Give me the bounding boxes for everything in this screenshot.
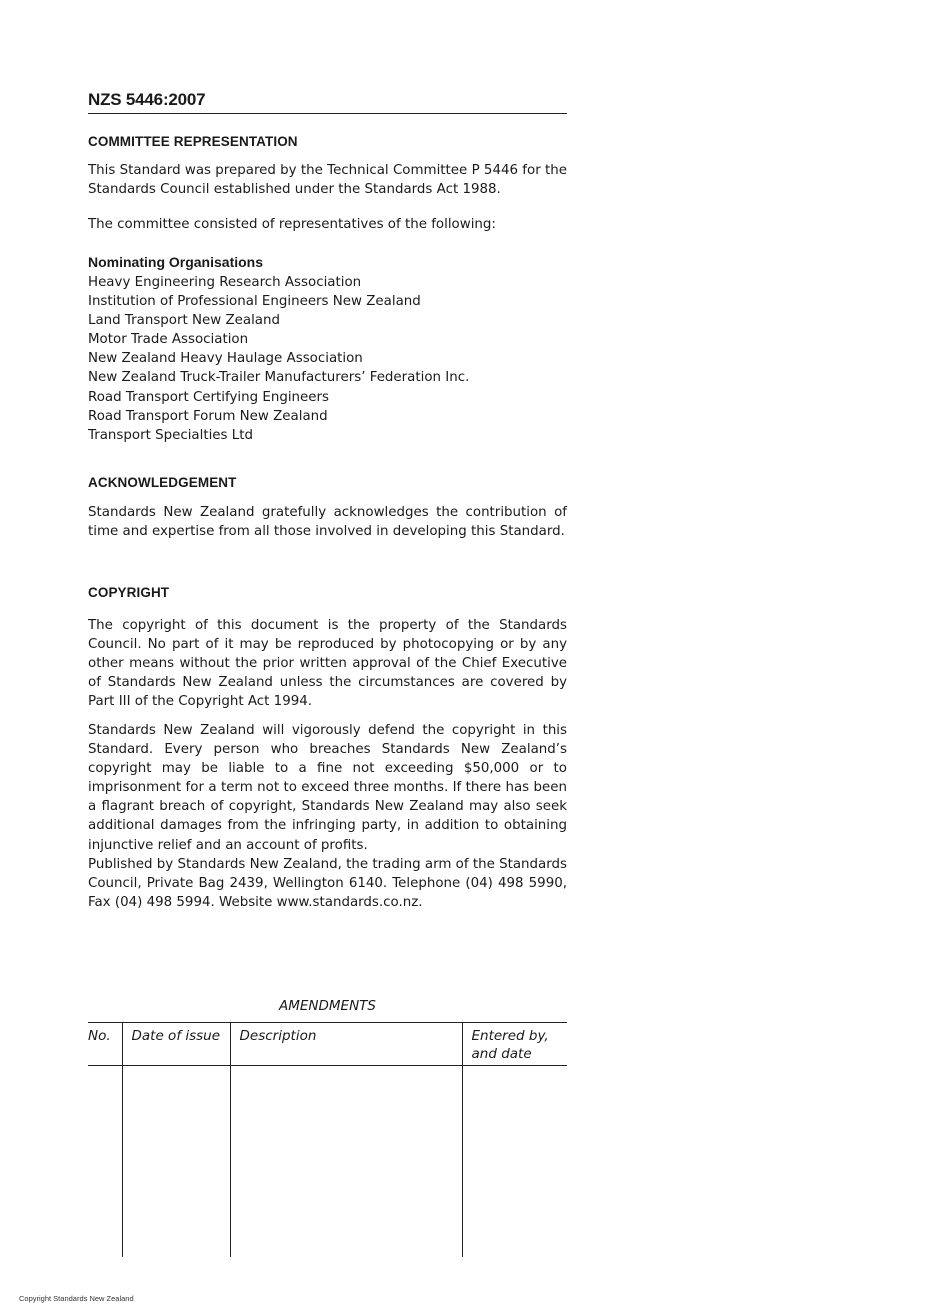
committee-paragraph: This Standard was prepared by the Technical Committee P 5446 for the Standards Council established under the Standards Act 1988. — [88, 163, 567, 198]
list-item: Road Transport Certifying Engineers — [88, 389, 329, 405]
table-row — [88, 1066, 567, 1258]
copyright-paragraph-2: Standards New Zealand will vigorously defend the copyright in this Standard. Every person who breaches Standards New Zealand’s copyright may be liable to a fine not exceeding $50,000 or to imprisonment for a term not to exceed three months. If there has been a flagrant breach of copyright, Standards New Zealand may also seek additional damages from the infringing party, in addition to obtaining injunctive relief and an account of profits. — [88, 723, 567, 853]
committee-heading: COMMITTEE REPRESENTATION — [88, 134, 298, 149]
table-cell — [230, 1066, 462, 1258]
table-cell — [88, 1066, 122, 1258]
acknowledgement-heading: ACKNOWLEDGEMENT — [88, 475, 237, 490]
standard-title: NZS 5446:2007 — [88, 90, 567, 114]
column-header-entered-by: Entered by, and date — [462, 1023, 567, 1066]
list-item: Motor Trade Association — [88, 332, 249, 348]
copyright-heading: COPYRIGHT — [88, 585, 170, 600]
list-item: New Zealand Truck-Trailer Manufacturers’ Federation Inc. — [88, 370, 470, 386]
column-header-date: Date of issue — [122, 1023, 230, 1066]
table-cell — [462, 1066, 567, 1258]
table-header-row — [88, 1023, 567, 1066]
nominating-organisations-heading: Nominating Organisations — [88, 254, 264, 270]
table-cell — [122, 1066, 230, 1258]
list-item: Institution of Professional Engineers New Zealand — [88, 294, 421, 310]
committee-intro-paragraph: The committee consisted of representatives of the following: — [88, 217, 496, 232]
publisher-paragraph: Published by Standards New Zealand, the trading arm of the Standards Council, Private Bag 2439, Wellington 6140. Telephone (04) 498 5990, Fax (04) 498 5994. Website www.standards.co.nz. — [88, 857, 567, 911]
organisation-list — [88, 273, 469, 445]
list-item: Heavy Engineering Research Association — [88, 275, 362, 290]
column-header-description: Description — [230, 1023, 462, 1066]
list-item: Land Transport New Zealand — [88, 313, 280, 329]
amendments-table — [88, 1022, 567, 1257]
column-header-no: No. — [88, 1023, 122, 1066]
amendments-title: AMENDMENTS — [279, 998, 376, 1014]
acknowledgement-paragraph: Standards New Zealand gratefully acknowledges the contribution of time and expertise from all those involved in developing this Standard. — [88, 505, 567, 540]
list-item: New Zealand Heavy Haulage Association — [88, 351, 363, 367]
footer-copyright: Copyright Standards New Zealand — [19, 1294, 134, 1303]
copyright-paragraph-1: The copyright of this document is the property of the Standards Council. No part of it may be reproduced by photocopying or by any other means without the prior written approval of the Chief Executive of Standards New Zealand unless the circumstances are covered by Part III of the Copyright Act 1994. — [88, 618, 567, 710]
list-item: Transport Specialties Ltd — [88, 427, 253, 443]
list-item: Road Transport Forum New Zealand — [88, 408, 328, 424]
